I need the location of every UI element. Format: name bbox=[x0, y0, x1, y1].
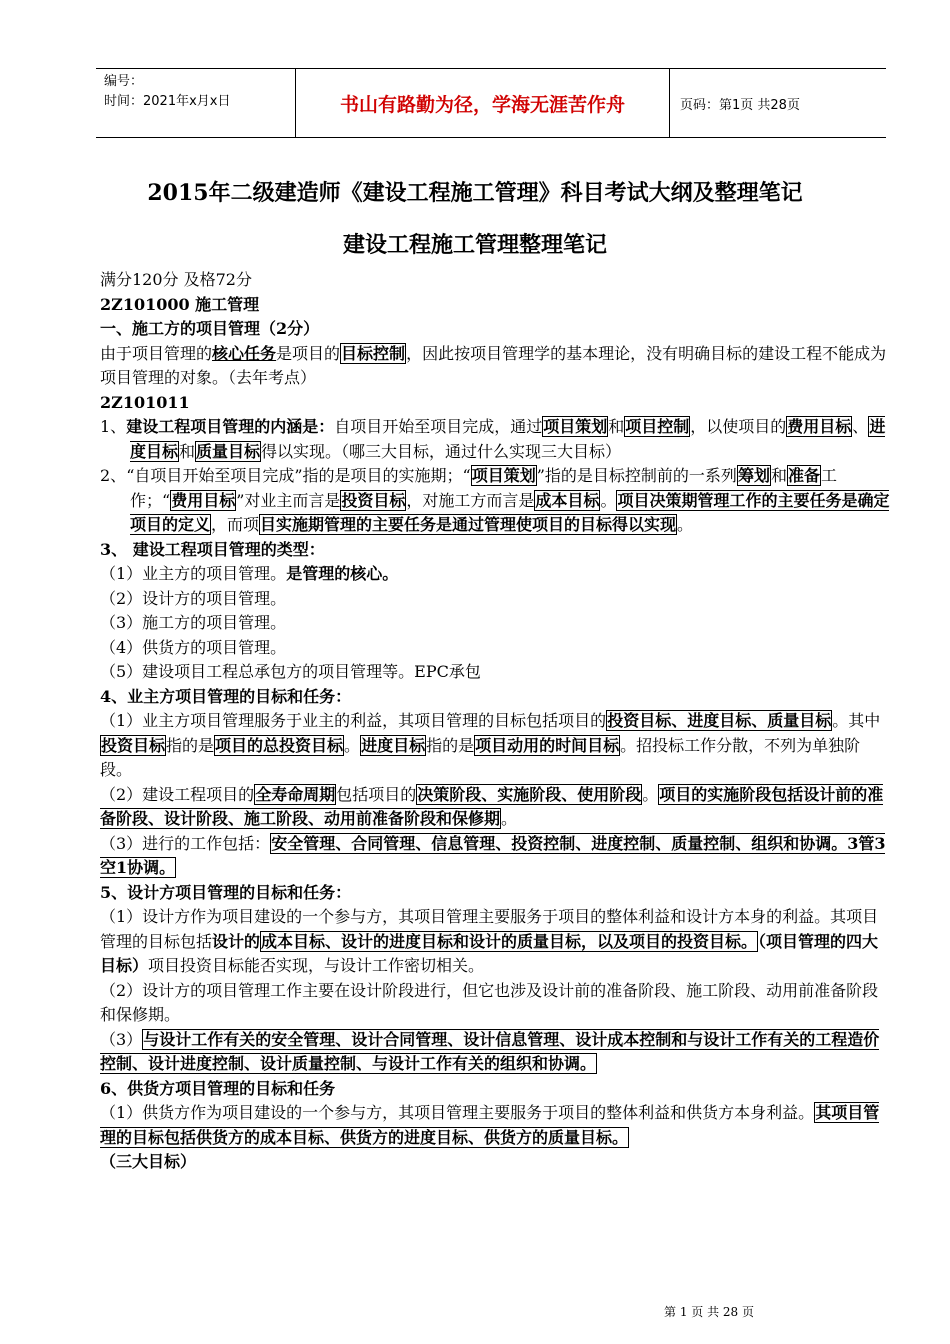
score-line: 满分120分 及格72分 bbox=[100, 270, 252, 289]
paragraph bbox=[100, 905, 890, 979]
boxed-term: 目实施期管理的主要任务是通过管理使项目的目标得以实现 bbox=[260, 515, 677, 534]
boxed-term: 目标控制 bbox=[341, 343, 406, 363]
item-heading: 3、 建设工程项目管理的类型： bbox=[100, 539, 325, 559]
boxed-term: 与设计工作有关的安全管理、设计合同管理、设计信息管理、设计成本控制和与设计工作有关的工程造价控制、设计进度控制、设计质量控制、与设计工作有关的组织和协调。 bbox=[100, 1029, 880, 1073]
text: 。 bbox=[501, 809, 518, 828]
item-heading: 5、设计方项目管理的目标和任务： bbox=[100, 882, 352, 902]
emphasis: 核心任务 bbox=[212, 343, 277, 363]
text: ，因此按项目管理学的基本理论，没有明确目标的建设工程不能成为项目管理的对象。（去年考点） bbox=[100, 343, 887, 387]
boxed-term: 项目控制 bbox=[625, 417, 690, 436]
page-info: 页码：第1页 共28页 bbox=[680, 97, 800, 113]
document-title: 2015年二级建造师《建设工程施工管理》科目考试大纲及整理笔记 bbox=[147, 180, 803, 206]
boxed-term: 质量目标 bbox=[196, 441, 261, 461]
boxed-term: 成本目标、设计的进度目标和设计的质量目标，以及项目的投资目标。 bbox=[261, 931, 758, 951]
text: （1）供货方作为项目建设的一个参与方，其项目管理主要服务于项目的整体利益和供货方本身利益。 bbox=[100, 1103, 815, 1122]
motto: 书山有路勤为径，学海无涯苦作舟 bbox=[339, 93, 625, 116]
emphasis: （项目管理的四大目标） bbox=[100, 931, 879, 975]
paragraph bbox=[100, 1101, 890, 1150]
item-number: 1、 bbox=[100, 417, 127, 436]
boxed-term: 准备 bbox=[787, 466, 820, 485]
boxed-term: 费用目标 bbox=[171, 490, 236, 510]
boxed-term: 项目策划 bbox=[543, 417, 608, 436]
document-subtitle: 建设工程施工管理整理笔记 bbox=[342, 232, 607, 258]
boxed-term: 全寿命周期 bbox=[255, 784, 336, 804]
list-item: （2）设计方的项目管理。 bbox=[100, 588, 287, 608]
text: 自项目开始至项目完成，通过 bbox=[334, 417, 543, 436]
header-motto-cell bbox=[296, 69, 670, 137]
text: 指的是 bbox=[166, 735, 215, 755]
boxed-term: 安全管理、合同管理、信息管理、投资控制、进度控制、质量控制、组织和协调。3管3空1协调。 bbox=[100, 833, 886, 877]
paragraph bbox=[100, 783, 890, 832]
page-footer: 第 1 页 共 28 页 bbox=[664, 1305, 754, 1319]
list-item: （3）施工方的项目管理。 bbox=[100, 613, 287, 632]
boxed-term: 筹划 bbox=[737, 466, 770, 485]
text: 包括项目的 bbox=[336, 784, 417, 804]
paragraph bbox=[100, 709, 890, 783]
header-page-cell bbox=[670, 69, 886, 137]
boxed-term: 投资目标、进度目标、质量目标 bbox=[607, 711, 832, 730]
boxed-term: 项目动用的时间目标 bbox=[475, 735, 620, 755]
text: 。 bbox=[344, 735, 361, 755]
text: “自项目开始至项目完成”指的是项目的实施期；“ bbox=[126, 466, 471, 485]
paragraph: （2）设计方的项目管理工作主要在设计阶段进行，但它也涉及设计前的准备阶段、施工阶段、动用前准备阶段和保修期。 bbox=[100, 980, 879, 1024]
section-heading: 一、施工方的项目管理（2分） bbox=[100, 319, 320, 338]
text: （1）业主方的项目管理。 bbox=[100, 564, 287, 583]
text: 、 bbox=[852, 417, 869, 436]
boxed-term: 成本目标 bbox=[535, 490, 600, 510]
text: ，对施工方而言是 bbox=[406, 490, 535, 510]
text: 是项目的 bbox=[276, 343, 341, 363]
boxed-term: 项目的实施阶段包括设计前的准备阶段、设计阶段、施工阶段、动用前准备阶段和保修期 bbox=[100, 784, 884, 828]
boxed-term: 项目的总投资目标 bbox=[215, 735, 344, 755]
number-label: 编号： bbox=[104, 74, 144, 89]
item-number: 2、 bbox=[100, 466, 127, 485]
emphasis: 建设工程项目管理的内涵是： bbox=[126, 417, 335, 436]
boxed-term: 进度目标 bbox=[130, 417, 886, 461]
text: 和 bbox=[179, 441, 196, 461]
time-label: 时间：2021年x月x日 bbox=[104, 94, 231, 109]
text: 项目投资目标能否实现，与设计工作密切相关。 bbox=[148, 956, 485, 975]
boxed-term: 进度目标 bbox=[361, 735, 426, 755]
text: 指的是 bbox=[426, 735, 475, 755]
emphasis: 设计的 bbox=[212, 931, 261, 951]
text: （2）建设工程项目的 bbox=[100, 784, 255, 804]
boxed-term: 项目策划 bbox=[471, 466, 536, 485]
item-heading: 4、业主方项目管理的目标和任务： bbox=[100, 686, 352, 706]
boxed-term: 决策阶段、实施阶段、使用阶段 bbox=[417, 784, 642, 804]
text: （1）业主方项目管理服务于业主的利益，其项目管理的目标包括项目的 bbox=[100, 711, 607, 730]
text: ，以使项目的 bbox=[690, 417, 787, 436]
boxed-term: 投资目标 bbox=[341, 490, 406, 510]
text: ”指的是目标控制前的一系列 bbox=[536, 466, 737, 485]
text: 。招投标工作分散，不列为单独阶段。 bbox=[100, 735, 861, 779]
section-code: 2Z101011 bbox=[100, 392, 190, 412]
list-item bbox=[100, 464, 890, 538]
boxed-term: 其项目管理的目标包括供货方的成本目标、供货方的进度目标、供货方的质量目标。 bbox=[100, 1103, 880, 1147]
header-meta-cell bbox=[96, 69, 296, 137]
paragraph bbox=[100, 1028, 890, 1077]
text: ，而项 bbox=[211, 515, 260, 534]
section-code: 2Z101000 施工管理 bbox=[100, 294, 260, 314]
paragraph: （三大目标） bbox=[100, 1152, 197, 1171]
header-table bbox=[96, 68, 886, 138]
paragraph bbox=[100, 342, 890, 391]
text: 。 bbox=[642, 784, 659, 804]
paragraph bbox=[100, 832, 890, 881]
text: 得以实现。（哪三大目标，通过什么实现三大目标） bbox=[261, 441, 622, 461]
list-item bbox=[100, 415, 890, 464]
text: 和 bbox=[608, 417, 625, 436]
boxed-term: 项目决策期管理工作的主要任务是确定项目的定义 bbox=[130, 490, 890, 534]
text: 工作；“ bbox=[130, 466, 837, 510]
text: ”对业主而言是 bbox=[236, 490, 341, 510]
list-item: （4）供货方的项目管理。 bbox=[100, 637, 287, 657]
text: 。 bbox=[677, 515, 694, 534]
text: （3）进行的工作包括： bbox=[100, 833, 271, 853]
text: 。其中 bbox=[832, 711, 881, 730]
text: 由于项目管理的 bbox=[100, 343, 213, 363]
text: （1）设计方作为项目建设的一个参与方，其项目管理主要服务于项目的整体利益和设计方本身的利益。其项目管理的目标包括 bbox=[100, 907, 879, 951]
list-item bbox=[100, 562, 890, 587]
emphasis: 是管理的核心。 bbox=[286, 564, 399, 583]
text: 。 bbox=[600, 490, 617, 510]
item-heading: 6、供货方项目管理的目标和任务 bbox=[100, 1078, 336, 1098]
boxed-term: 投资目标 bbox=[101, 735, 166, 755]
boxed-term: 费用目标 bbox=[787, 417, 852, 436]
text: 和 bbox=[770, 466, 787, 485]
list-item: （5）建设项目工程总承包方的项目管理等。EPC承包 bbox=[100, 662, 481, 681]
text: （3） bbox=[100, 1029, 143, 1049]
document-body bbox=[100, 268, 890, 1175]
